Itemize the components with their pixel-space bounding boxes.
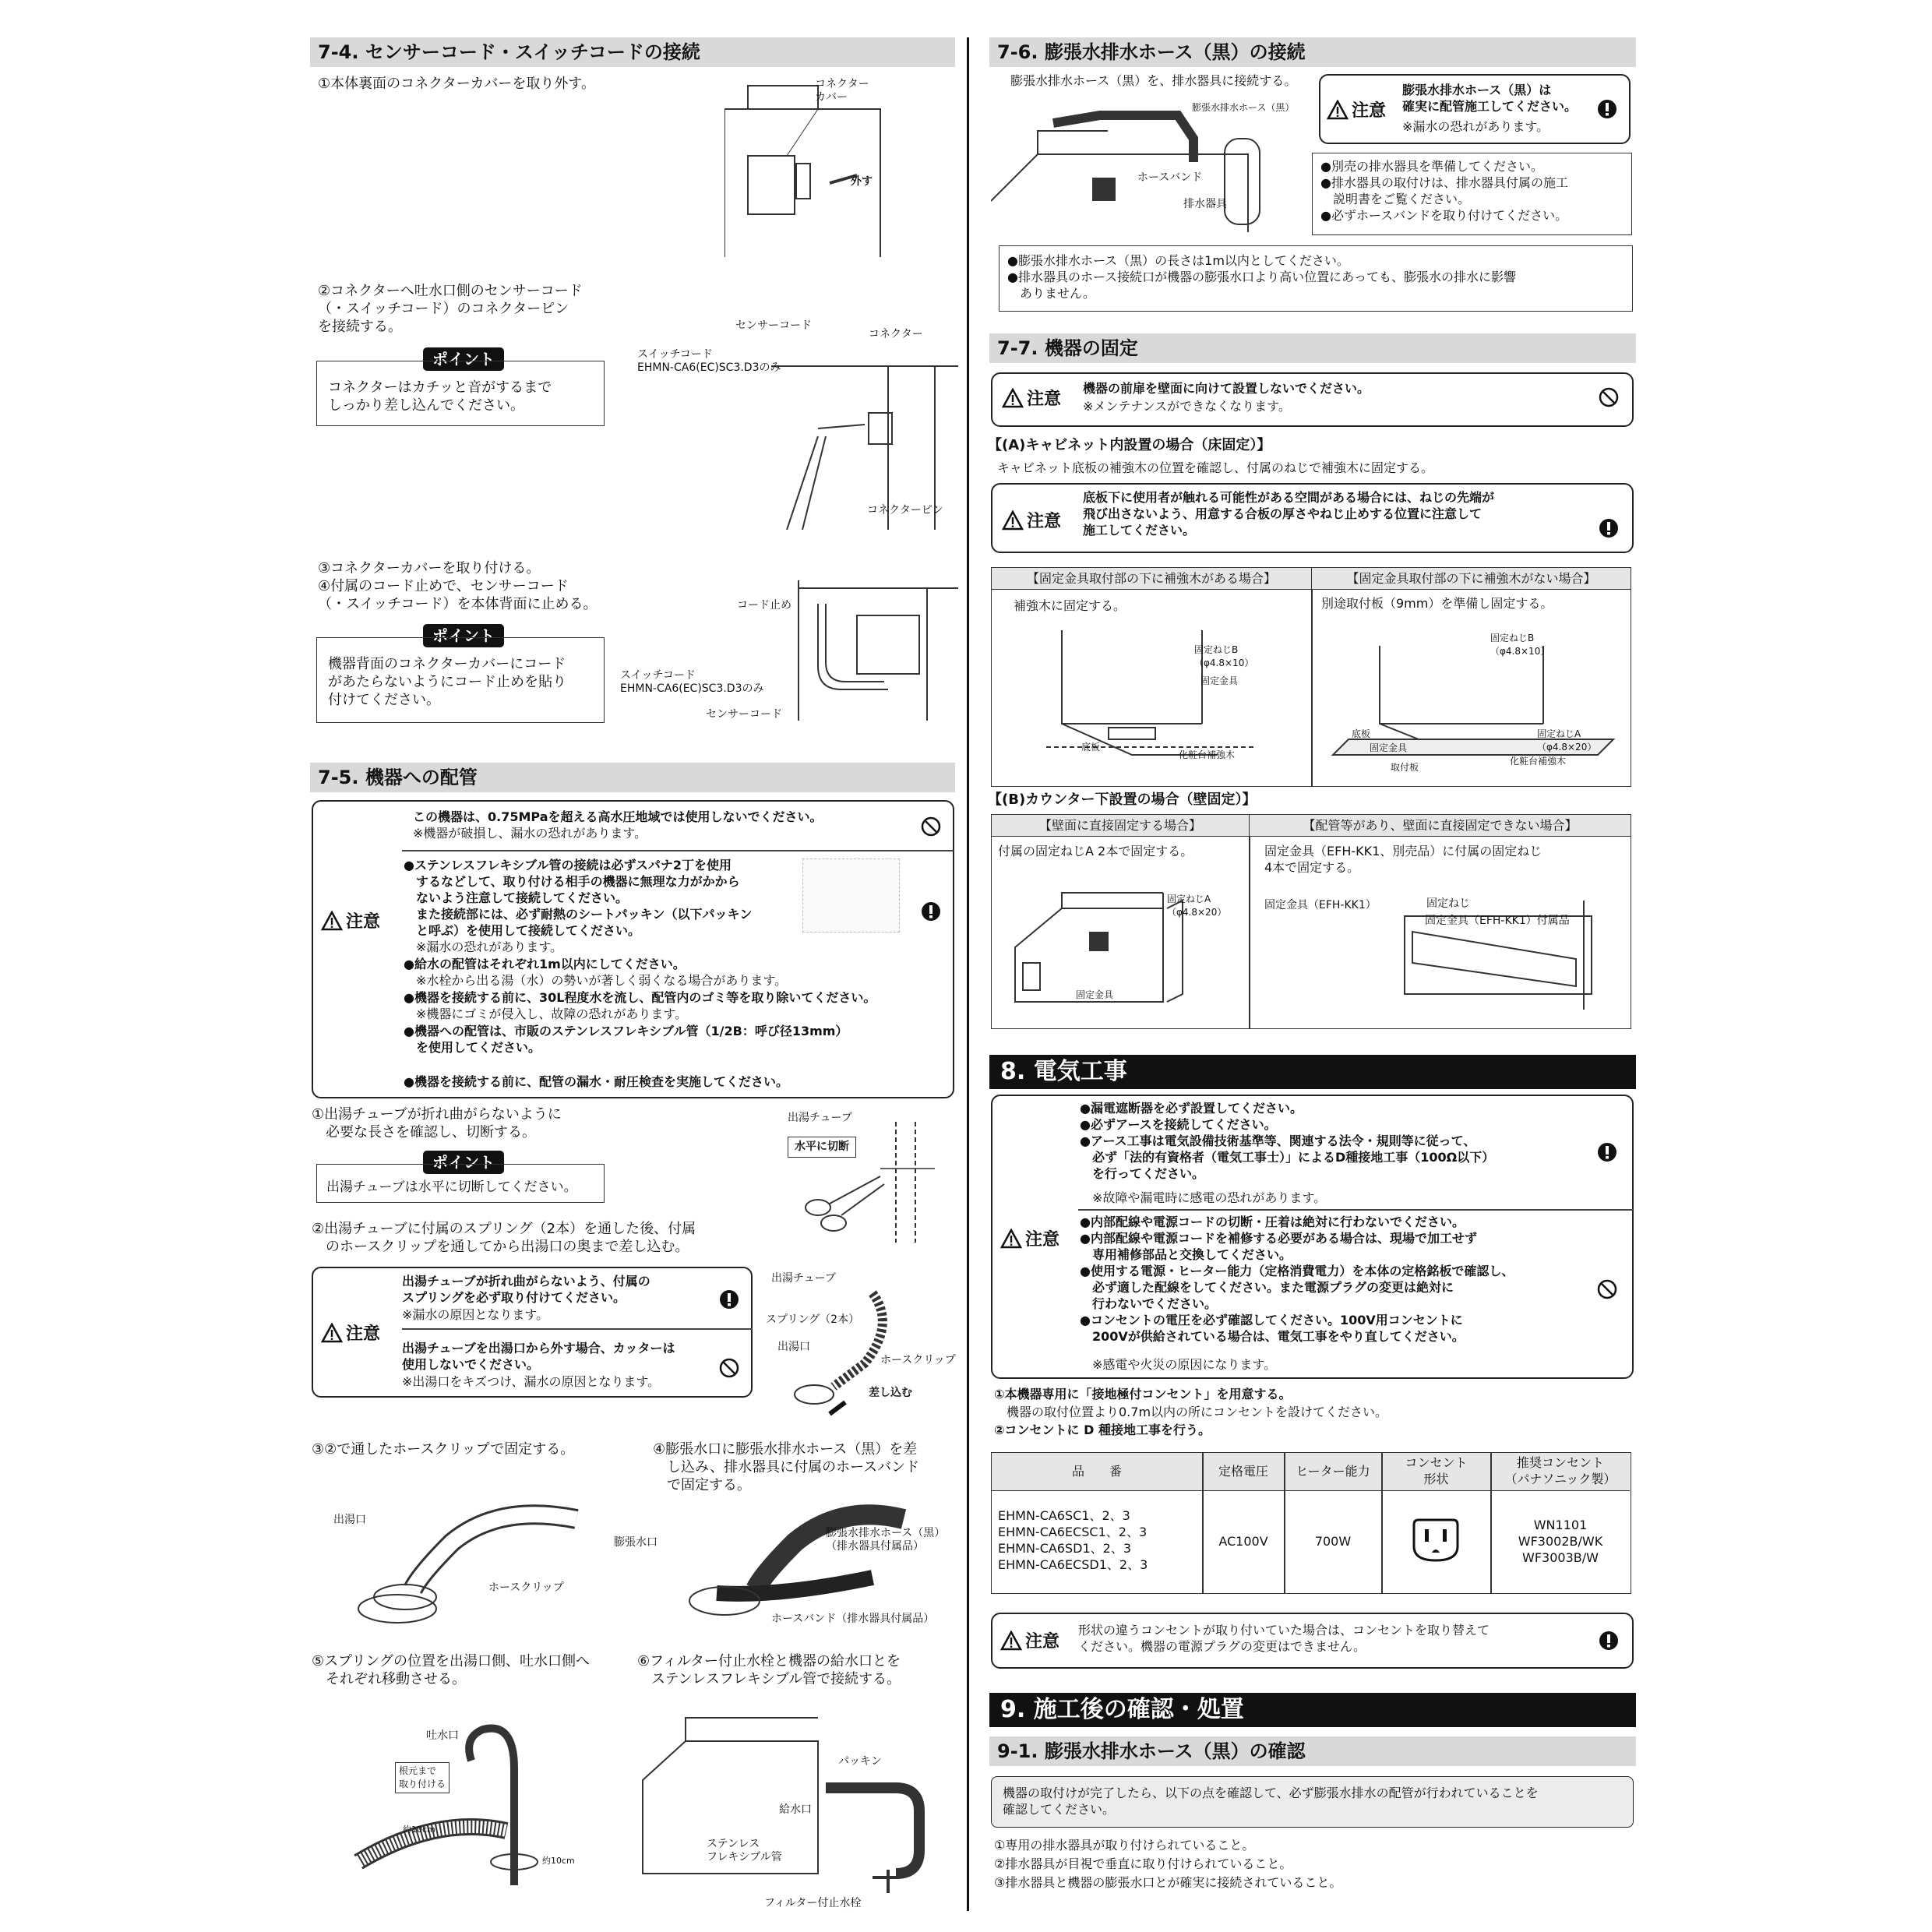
label-outlet: 出湯口 — [777, 1341, 810, 1353]
section-title-7-4: 7-4. センサーコード・スイッチコードの接続 — [310, 37, 955, 67]
table-cell: 別途取付板（9mm）を準備し固定する。 — [1321, 596, 1553, 611]
label-sensor-cord: センサーコード — [706, 708, 782, 721]
label-bottom-board: 底板 — [1352, 728, 1371, 739]
valve-illustration-icon — [639, 1694, 950, 1905]
table-cell: 補強木に固定する。 — [1014, 598, 1126, 613]
section-title-8: 8. 電気工事 — [989, 1055, 1636, 1089]
label-connector-cover: コネクター カバー — [815, 78, 869, 104]
caution-text: 注意 — [1352, 101, 1387, 121]
warning-triangle-icon — [1327, 100, 1349, 120]
divider — [402, 850, 954, 851]
mandatory-icon — [921, 901, 941, 922]
illustration-wrench — [802, 858, 900, 933]
mandatory-icon — [1599, 518, 1619, 538]
label-hose-band: ホースバンド — [1137, 171, 1203, 184]
label-fixing-screw: 固定ねじ — [1426, 897, 1470, 910]
cord-stop-illustration-icon — [795, 580, 958, 721]
fixing-table-a — [991, 567, 1631, 787]
label-sensor-cord: センサーコード — [735, 319, 812, 332]
table-cell: 付属の固定ねじA 2本で固定する。 — [998, 844, 1193, 858]
section-title-9-1: 9-1. 膨張水排水ホース（黒）の確認 — [989, 1736, 1636, 1766]
note-box: ●膨張水排水ホース（黒）の長さは1m以内としてください。 ●排水器具のホース接続口が機器の膨張水口より高い位置にあっても、膨張水の排水に影響 ありません。 — [999, 245, 1633, 312]
caution-label — [321, 1320, 380, 1345]
step-text: ④膨張水口に膨張水排水ホース（黒）を差 し込み、排水器具に付属のホースバンド で固定する。 — [653, 1441, 920, 1493]
label-connector-pin: コネクターピン — [867, 504, 943, 516]
caution-item: ●給水の配管はそれぞれ1m以内にしてください。 — [404, 957, 686, 971]
caution-text: 注意 — [346, 912, 381, 932]
table-header: 【固定金具取付部の下に補強木がない場合】 — [1312, 568, 1631, 590]
label-switch-cord: スイッチコード EHMN-CA6(EC)SC3.D3のみ — [637, 348, 781, 374]
caution-note: ※漏水の恐れがあります。 — [1402, 119, 1549, 134]
table-cell-heater: 700W — [1314, 1534, 1352, 1549]
instruction-text: キャビネット底板の補強木の位置を確認し、付属のねじで補強木に固定する。 — [997, 460, 1434, 475]
point-badge: ポイント — [423, 1151, 504, 1174]
table-header: ヒーター能力 — [1296, 1464, 1370, 1479]
label-remove: 外す — [851, 175, 873, 188]
label-vanity-reinforce: 化粧台補強木 — [1179, 749, 1236, 760]
section-title-7-6: 7-6. 膨張水排水ホース（黒）の接続 — [989, 37, 1636, 67]
label-attach-root: 根元まで 取り付ける — [395, 1762, 450, 1793]
label-bracket: 固定金具 — [1200, 675, 1239, 686]
caution-note: ※故障や漏電時に感電の恐れがあります。 — [1080, 1190, 1327, 1205]
point-box — [316, 361, 605, 426]
caution-text: 注意 — [1027, 390, 1062, 409]
caution-item: 底板下に使用者が触れる可能性がある空間がある場合には、ねじの先端が 飛び出さないよう、用意する合板の厚さやねじ止めする位置に注意して 施工してください。 — [1083, 490, 1495, 538]
caution-item: 機器の前扉を壁面に向けて設置しないでください。 — [1083, 381, 1370, 396]
list-item: ②排水器具が目視で垂直に取り付けられていること。 — [994, 1856, 1292, 1871]
mandatory-icon — [1599, 1631, 1619, 1651]
caution-text: 注意 — [1027, 512, 1062, 531]
label-cord-stop: コード止め — [737, 599, 791, 612]
section-title-7-7: 7-7. 機器の固定 — [989, 333, 1636, 363]
caution-label — [1327, 97, 1386, 122]
label-switch-cord: スイッチコード EHMN-CA6(EC)SC3.D3のみ — [620, 669, 764, 695]
table-header: 定格電圧 — [1218, 1464, 1268, 1479]
warning-triangle-icon — [1000, 1229, 1022, 1249]
label-cut-horizontal: 水平に切断 — [788, 1137, 856, 1158]
column-divider — [967, 37, 969, 1911]
label-mount-plate: 取付板 — [1391, 762, 1419, 773]
label-approx-10cm: 約10cm — [403, 1824, 435, 1835]
caution-note: ※感電や火災の原因になります。 — [1080, 1357, 1277, 1372]
label-outlet-tube: 出湯チューブ — [771, 1272, 836, 1285]
table-header: 【壁面に直接固定する場合】 — [992, 815, 1250, 837]
mandatory-icon — [1597, 1142, 1617, 1162]
illustration-cord-stop — [795, 580, 958, 721]
caution-label — [1002, 386, 1061, 410]
label-hose-band: ホースバンド（排水器具付属品） — [771, 1613, 935, 1625]
subsection-title: 【(A)キャビネット内設置の場合（床固定）】 — [988, 437, 1271, 453]
confirm-box: 機器の取付けが完了したら、以下の点を確認して、必ず膨張水排水の配管が行われていることを 確認してください。 — [991, 1776, 1634, 1828]
step-text: ⑤スプリングの位置を出湯口側、吐水口側へ それぞれ移動させる。 — [312, 1653, 591, 1687]
table-cell: 固定金具（EFH-KK1、別売品）に付属の固定ねじ 4本で固定する。 — [1264, 844, 1542, 875]
illustration-connector-cover — [724, 78, 958, 257]
step-text: ③コネクターカバーを取り付ける。 ④付属のコード止めで、センサーコード （・スイッチコード）を本体背面に止める。 — [318, 560, 598, 612]
step-text: ③②で通したホースクリップで固定する。 — [312, 1441, 575, 1458]
cover-illustration-icon — [724, 78, 958, 257]
step-text: ①本体裏面のコネクターカバーを取り外す。 — [318, 76, 595, 92]
step-text: ②出湯チューブに付属のスプリング（2本）を通した後、付属 のホースクリップを通してから出湯口の奥まで差し込む。 — [312, 1221, 696, 1255]
label-kk1: 固定金具（EFH-KK1） — [1264, 899, 1377, 911]
table-header: 【配管等があり、壁面に直接固定できない場合】 — [1250, 815, 1631, 837]
label-spring: スプリング（2本） — [766, 1313, 860, 1326]
point-box — [316, 637, 605, 723]
label-flex-pipe: ステンレス フレキシブル管 — [707, 1838, 782, 1863]
table-header: 推奨コンセント （パナソニック製） — [1504, 1455, 1616, 1486]
label-spout: 吐水口 — [426, 1729, 459, 1742]
label-screw-a: 固定ねじA （φ4.8×20） — [1167, 894, 1227, 918]
table-header: 【固定金具取付部の下に補強木がある場合】 — [992, 568, 1312, 590]
scissors-icon — [787, 1106, 950, 1246]
caution-note: ※機器にゴミが侵入し、故障の恐れがあります。 — [404, 1007, 688, 1021]
outlet-grounded-icon — [1411, 1515, 1461, 1565]
illustration-valve — [639, 1694, 950, 1905]
table-cell-voltage: AC100V — [1218, 1534, 1268, 1549]
fixing-table-b — [991, 814, 1631, 1029]
table-header: コンセント 形状 — [1405, 1455, 1468, 1486]
step-text: ②コネクターへ吐水口側のセンサーコード （・スイッチコード）のコネクターピン を接続する。 — [318, 283, 583, 335]
caution-item: ●機器への配管は、市販のステンレスフレキシブル管（1/2B：呼び径13mm） を使用してください。 — [404, 1024, 848, 1055]
label-hose-clip: ホースクリップ — [488, 1581, 564, 1594]
caution-text: 注意 — [346, 1324, 381, 1344]
caution-note: ※メンテナンスができなくなります。 — [1083, 399, 1291, 414]
warning-triangle-icon — [321, 1323, 343, 1343]
caution-label — [321, 908, 380, 933]
spec-table — [991, 1452, 1631, 1594]
label-outlet: 出湯口 — [333, 1514, 366, 1526]
caution-item: この機器は、0.75MPaを超える高水圧地域では使用しないでください。 — [413, 809, 823, 824]
table-divider — [1311, 590, 1313, 786]
prohibited-icon — [1597, 1279, 1617, 1299]
label-expansion-hose: 膨張水排水ホース（黒） — [1192, 102, 1295, 113]
caution-item: ●ステンレスフレキシブル管の接続は必ずスパナ2丁を使用 するなどして、取り付ける相手の機器に無理な力がかから ないよう注意して接続してください。 また接続部には、必ず耐熱のシートパッキン（以下パッキン と呼ぶ）を使用して接続してください。 — [404, 858, 753, 938]
label-packing: パッキン — [838, 1755, 882, 1768]
caution-item: 形状の違うコンセントが取り付いていた場合は、コンセントを取り替えて ください。機器の電源プラグの変更はできません。 — [1078, 1623, 1490, 1654]
caution-text: 注意 — [1025, 1632, 1060, 1652]
table-header: 品 番 — [1071, 1464, 1122, 1479]
subsection-title: 【(B)カウンター下設置の場合（壁固定）】 — [988, 791, 1257, 808]
mandatory-icon — [1597, 99, 1617, 119]
table-cell-models: EHMN-CA6SC1、2、3 EHMN-CA6ECSC1、2、3 EHMN-CA6SD1、2、3 EHMN-CA6ECSD1、2、3 — [998, 1508, 1148, 1572]
section-title-9: 9. 施工後の確認・処置 — [989, 1693, 1636, 1727]
warning-triangle-icon — [1002, 510, 1024, 531]
point-text: コネクターはカチッと音がするまで しっかり差し込んでください。 — [328, 379, 552, 414]
hose-clip-illustration-icon — [343, 1504, 592, 1628]
step-text: 機器の取付位置より0.7m以内の所にコンセントを設けてください。 — [994, 1405, 1388, 1419]
label-hose-clip: ホースクリップ — [880, 1354, 956, 1366]
point-badge: ポイント — [423, 624, 504, 647]
prohibited-icon — [1599, 387, 1619, 407]
caution-note: ※水栓から出る湯（水）の勢いが著しく弱くなる場合があります。 — [404, 973, 788, 988]
caution-note: ※出湯口をキズつけ、漏水の原因となります。 — [402, 1374, 661, 1389]
prohibited-icon — [921, 816, 941, 837]
label-insert: 差し込む — [869, 1387, 912, 1399]
caution-item: ●機器を接続する前に、30L程度水を流し、配管内のゴミ等を取り除いてください。 — [404, 990, 876, 1005]
caution-item: 膨張水排水ホース（黒）は 確実に配管施工してください。 — [1402, 83, 1578, 114]
caution-item: ●機器を接続する前に、配管の漏水・耐圧検査を実施してください。 — [404, 1074, 788, 1089]
caution-note: ※漏水の原因となります。 — [402, 1307, 549, 1322]
note-box: ●別売の排水器具を準備してください。 ●排水器具の取付けは、排水器具付属の施工 説明書をご覧ください。 ●必ずホースバンドを取り付けてください。 — [1312, 153, 1632, 235]
label-expansion-port: 膨張水口 — [614, 1536, 658, 1549]
mandatory-icon — [719, 1289, 739, 1310]
illustration-hose-clip — [343, 1504, 592, 1628]
table-cell-recommend: WN1101 WF3002B/WK WF3003B/W — [1518, 1518, 1603, 1565]
label-bracket: 固定金具 — [1076, 989, 1114, 1000]
section-title-7-5: 7-5. 機器への配管 — [310, 763, 955, 792]
caution-label — [1002, 508, 1061, 532]
warning-triangle-icon — [1000, 1631, 1022, 1651]
step-text: ①本機器専用に「接地極付コンセント」を用意する。 — [994, 1387, 1292, 1401]
step-text: ①出湯チューブが折れ曲がらないように 必要な長さを確認し、切断する。 — [312, 1106, 562, 1141]
warning-triangle-icon — [1002, 388, 1024, 408]
caution-item: 出湯チューブを出湯口から外す場合、カッターは 使用しないでください。 — [402, 1341, 675, 1372]
step-text: ⑥フィルター付止水栓と機器の給水口とを ステンレスフレキシブル管で接続する。 — [637, 1653, 901, 1687]
intro-text: 膨張水排水ホース（黒）を、排水器具に接続する。 — [1010, 73, 1297, 88]
prohibited-icon — [719, 1358, 739, 1378]
caution-text: 注意 — [1025, 1230, 1060, 1250]
hose-band-illustration-icon — [670, 1504, 958, 1628]
illustration-cut-tube — [787, 1106, 950, 1246]
point-badge: ポイント — [423, 347, 504, 371]
list-item: ③排水器具と機器の膨張水口とが確実に接続されていること。 — [994, 1875, 1342, 1890]
label-screw-b: 固定ねじB （φ4.8×10） — [1490, 633, 1550, 657]
divider — [1078, 1209, 1633, 1211]
list-item: ①専用の排水器具が取り付けられていること。 — [994, 1838, 1255, 1853]
caution-label — [1000, 1226, 1059, 1250]
caution-note: ※機器が破損し、漏水の恐れがあります。 — [413, 826, 647, 841]
caution-label — [1000, 1628, 1059, 1652]
caution-item: ●漏電遮断器を必ず設置してください。 ●必ずアースを接続してください。 ●アース工事は電気設備技術基準等、関連する法令・規則等に従って、 必ず「法的有資格者（電気工事士）」によるD種接地工事（100Ω以下） を行ってください。 — [1080, 1101, 1495, 1181]
label-vanity-reinforce: 化粧台補強木 — [1510, 756, 1567, 767]
label-expansion-hose: 膨張水排水ホース（黒） （排水器具付属品） — [826, 1527, 946, 1553]
label-bracket: 固定金具 — [1370, 742, 1408, 753]
point-text: 出湯チューブは水平に切断してください。 — [326, 1179, 577, 1195]
label-screw-b: 固定ねじB （φ4.8×10） — [1194, 644, 1254, 668]
divider — [402, 1328, 753, 1330]
label-kk1-accessory: 固定金具（EFH-KK1）付属品 — [1425, 915, 1570, 927]
step-text: ②コンセントに D 種接地工事を行う。 — [994, 1423, 1211, 1437]
caution-item: 出湯チューブが折れ曲がらないよう、付属の スプリングを必ず取り付けてください。 — [402, 1274, 650, 1305]
illustration-hose-band — [670, 1504, 958, 1628]
label-drain-fixture: 排水器具 — [1183, 198, 1227, 210]
table-divider — [1249, 837, 1250, 1028]
label-inlet: 給水口 — [779, 1803, 812, 1816]
label-approx-10cm: 約10cm — [542, 1856, 575, 1866]
label-filter-valve: フィルター付止水栓 — [764, 1897, 862, 1909]
label-bottom-board: 底板 — [1081, 742, 1101, 753]
label-screw-a: 固定ねじA （φ4.8×20） — [1537, 728, 1597, 753]
label-connector: コネクター — [869, 328, 923, 340]
caution-note: ※漏水の恐れがあります。 — [404, 940, 563, 954]
warning-triangle-icon — [321, 911, 343, 931]
point-text: 機器背面のコネクターカバーにコード があたらないようにコード止めを貼り 付けてください。 — [328, 656, 566, 708]
point-box — [316, 1164, 605, 1203]
caution-item: ●内部配線や電源コードの切断・圧着は絶対に行わないでください。 ●内部配線や電源コードを補修する必要がある場合は、現場で加工せず 専用補修部品と交換してください。 ●使用する電源・ヒーター能力（定格消費電力）を本体の定格銘板で確認し、 必ず適した配線をしてください。また電源プラグの変更は絶対に 行わないでください。 ●コンセントの電圧を必ず確認してください。100V用コンセントに 200Vが供給されている場合は、電気工事をやり直してください。 — [1080, 1215, 1514, 1344]
label-outlet-tube: 出湯チューブ — [788, 1112, 852, 1124]
